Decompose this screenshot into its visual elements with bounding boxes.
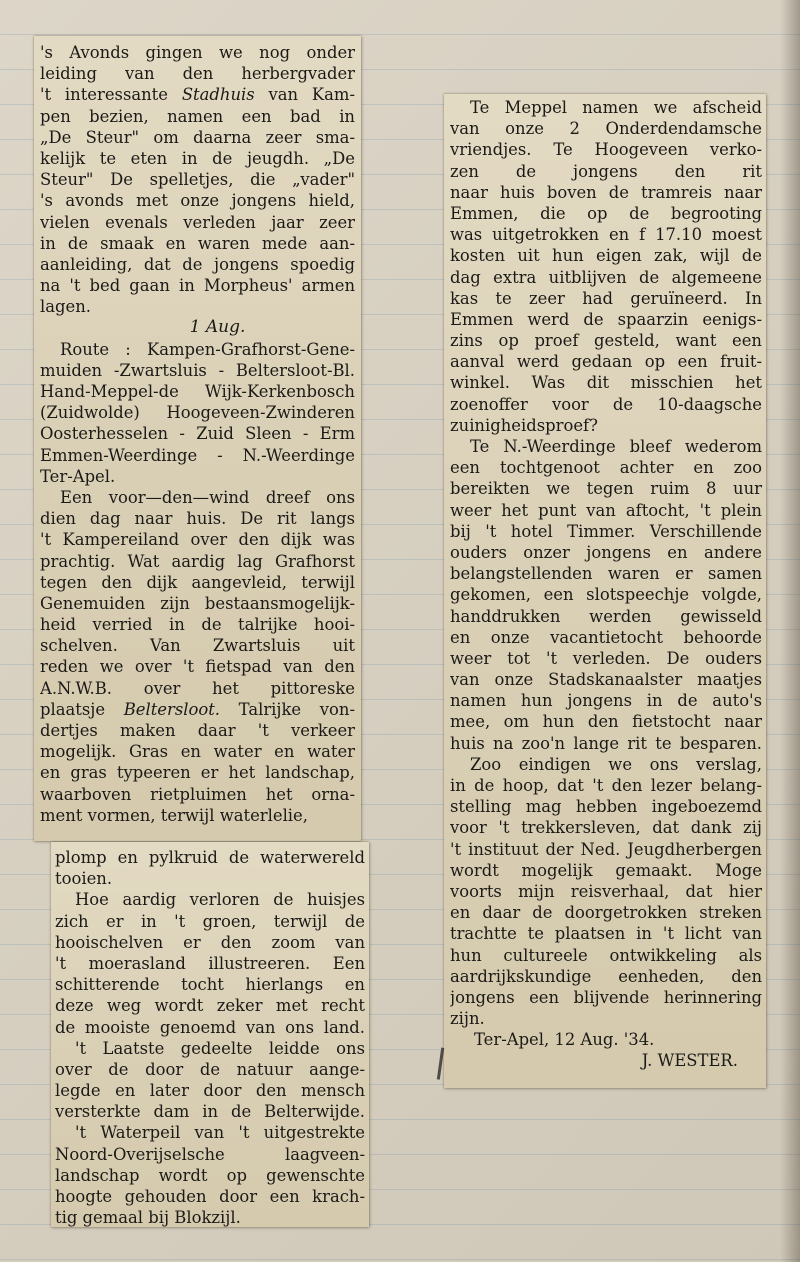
text-line: (Zuidwolde) Hoogeveen-Zwinderen bbox=[40, 403, 355, 423]
text-line: bij 't hotel Timmer. Verschillende bbox=[450, 521, 762, 541]
text-line: belangstellenden waren er samen bbox=[450, 564, 762, 584]
text-line: kas te zeer had geruïneerd. In bbox=[450, 288, 762, 308]
clipping-column-3 bbox=[444, 94, 766, 1088]
text-line: Emmen-Weerdinge - N.-Weerdinge bbox=[40, 445, 355, 465]
text-line: weer het punt van aftocht, 't plein bbox=[450, 500, 762, 520]
text-line: 't Laatste gedeelte leidde ons bbox=[75, 1038, 365, 1058]
text-line: mogelijk. Gras en water en water bbox=[40, 742, 355, 762]
text-line: zijn. bbox=[450, 1009, 485, 1029]
text-line: Zoo eindigen we ons verslag, bbox=[470, 754, 762, 774]
text-line: bereikten we tegen ruim 8 uur bbox=[450, 479, 762, 499]
text-line: aanleiding, dat de jongens spoedig bbox=[40, 254, 355, 274]
text-line: namen hun jongens in de auto's bbox=[450, 691, 762, 711]
text-line: Oosterhesselen - Zuid Sleen - Erm bbox=[40, 424, 355, 444]
text-line: vriendjes. Te Hoogeveen verko- bbox=[450, 140, 762, 160]
text-line: heid verried in de talrijke hooi- bbox=[40, 615, 355, 635]
text-line: 't moerasland illustreeren. Een bbox=[55, 953, 365, 973]
route-paragraph bbox=[40, 339, 355, 487]
text-line: van onze 2 Onderdendamsche bbox=[450, 119, 762, 139]
wind-paragraph bbox=[40, 487, 355, 826]
text-line: Te N.-Weerdinge bleef wederom bbox=[470, 437, 762, 457]
text-line: Te Meppel namen we afscheid bbox=[470, 98, 762, 117]
place-date-line: Ter-Apel, 12 Aug. '34. bbox=[474, 1030, 655, 1050]
text-line: over de door de natuur aange- bbox=[55, 1059, 365, 1079]
text-line: tooien. bbox=[55, 869, 113, 889]
text-line: in de smaak en waren mede aan- bbox=[40, 233, 355, 253]
text-line: reden we over 't fietspad van den bbox=[40, 657, 355, 677]
text-line: handdrukken werden gewisseld bbox=[450, 606, 762, 626]
text-line: 't instituut der Ned. Jeugdherbergen bbox=[450, 839, 762, 859]
text-line: hooischelven er den zoom van bbox=[55, 932, 365, 952]
text-line: dertjes maken daar 't verkeer bbox=[40, 721, 355, 741]
date-heading: 1 Aug. bbox=[189, 317, 246, 338]
text-line: en gras typeeren er het landschap, bbox=[40, 763, 355, 783]
text-line: huis na zoo'n lange rit te besparen. bbox=[450, 733, 762, 753]
text-line: hun cultureele ontwikkeling als bbox=[450, 945, 762, 965]
text-line: 't Kampereiland over den dijk was bbox=[40, 530, 355, 550]
author-signature: J. WESTER. bbox=[641, 1051, 738, 1071]
text-line: zuinigheidsproef? bbox=[450, 415, 598, 435]
column-3-text bbox=[450, 97, 762, 1029]
text-line: aardrijkskundige eenheden, den bbox=[450, 966, 762, 986]
text-line: gekomen, een slotspeechje volgde, bbox=[450, 585, 762, 605]
text-line: en onze vacantietocht behoorde bbox=[450, 627, 762, 647]
text-line: aanval werd gedaan op een fruit- bbox=[450, 352, 762, 372]
text-line: prachtig. Wat aardig lag Grafhorst bbox=[40, 551, 355, 571]
column-1-paragraph-evening bbox=[40, 42, 355, 317]
text-line: hoogte gehouden door een krach- bbox=[55, 1187, 365, 1207]
text-line: en daar de doorgetrokken streken bbox=[450, 903, 762, 923]
text-line: de mooiste genoemd van ons land. bbox=[55, 1017, 365, 1037]
text-line: pen bezien, namen een bad in bbox=[40, 106, 355, 126]
text-line: Hand-Meppel-de Wijk-Kerkenbosch bbox=[40, 382, 355, 402]
text-line: wordt mogelijk gemaakt. Moge bbox=[450, 860, 762, 880]
text-line: vielen evenals verleden jaar zeer bbox=[40, 212, 355, 232]
text-line: tig gemaal bij Blokzijl. bbox=[55, 1208, 241, 1227]
text-line: Noord-Overijselsche laagveen- bbox=[55, 1144, 365, 1164]
text-line: weer tot 't verleden. De ouders bbox=[450, 648, 762, 668]
text-line: muiden -Zwartsluis - Beltersloot-Bl. bbox=[40, 360, 355, 380]
text-line: in de hoop, dat 't den lezer belang- bbox=[450, 776, 762, 796]
text-line: 't interessante Stadhuis van Kam- bbox=[40, 85, 355, 105]
text-line: schitterende tocht hierlangs en bbox=[55, 975, 365, 995]
text-line: Emmen, die op de begrooting bbox=[450, 203, 762, 223]
text-line: jongens een blijvende herinnering bbox=[450, 987, 762, 1007]
text-line: Hoe aardig verloren de huisjes bbox=[75, 890, 365, 910]
text-line: trachtte te plaatsen in 't licht van bbox=[450, 924, 762, 944]
text-line: winkel. Was dit misschien het bbox=[450, 373, 762, 393]
text-line: voor 't trekkersleven, dat dank zij bbox=[450, 818, 762, 838]
text-line: Genemuiden zijn bestaansmogelijk- bbox=[40, 593, 355, 613]
text-line: leiding van den herbergvader bbox=[40, 64, 355, 84]
text-line: legde en later door den mensch bbox=[55, 1081, 365, 1101]
text-line: zich er in 't groen, terwijl de bbox=[55, 911, 365, 931]
text-line: van onze Stadskanaalster maatjes bbox=[450, 670, 762, 690]
text-line: ment vormen, terwijl waterlelie, bbox=[40, 805, 308, 825]
text-line: plomp en pylkruid de waterwereld bbox=[55, 848, 365, 867]
text-line: Steur" De spelletjes, die „vader" bbox=[40, 170, 355, 190]
text-line: 't Waterpeil van 't uitgestrekte bbox=[75, 1123, 365, 1143]
text-line: Emmen werd de spaarzin eenigs- bbox=[450, 309, 762, 329]
text-line: mee, om hun den fietstocht naar bbox=[450, 712, 762, 732]
text-line: „De Steur" om daarna zeer sma- bbox=[40, 127, 355, 147]
text-line: Route : Kampen-Grafhorst-Gene- bbox=[60, 339, 355, 359]
text-line: ouders onzer jongens en andere bbox=[450, 542, 762, 562]
text-line: dag extra uitblijven de algemeene bbox=[450, 267, 762, 287]
clipping-column-2 bbox=[51, 842, 369, 1227]
text-line: kosten uit hun eigen zak, wijl de bbox=[450, 246, 762, 266]
text-line: stelling mag hebben ingeboezemd bbox=[450, 797, 762, 817]
text-line: zen de jongens den rit bbox=[450, 161, 762, 181]
clipping-column-1 bbox=[34, 36, 361, 841]
text-line: Een voor—den—wind dreef ons bbox=[60, 487, 355, 507]
text-line: tegen den dijk aangevleid, terwijl bbox=[40, 572, 355, 592]
text-line: landschap wordt op gewenschte bbox=[55, 1165, 365, 1185]
text-line: was uitgetrokken en f 17.10 moest bbox=[450, 225, 762, 245]
text-line: A.N.W.B. over het pittoreske bbox=[40, 678, 355, 698]
text-line: naar huis boven de tramreis naar bbox=[450, 182, 762, 202]
column-2-text bbox=[55, 847, 365, 1227]
text-line: na 't bed gaan in Morpheus' armen bbox=[40, 276, 355, 296]
text-line: versterkte dam in de Belterwijde. bbox=[55, 1102, 365, 1122]
text-line: voorts mijn reisverhaal, dat hier bbox=[450, 881, 762, 901]
text-line: zoenoffer voor de 10-daagsche bbox=[450, 394, 762, 414]
text-line: Ter-Apel. bbox=[40, 466, 116, 486]
text-line: plaatsje Beltersloot. Talrijke von- bbox=[40, 699, 355, 719]
text-line: zins op proef gesteld, want een bbox=[450, 331, 762, 351]
text-line: schelven. Van Zwartsluis uit bbox=[40, 636, 355, 656]
text-line: deze weg wordt zeker met recht bbox=[55, 996, 365, 1016]
text-line: een tochtgenoot achter en zoo bbox=[450, 458, 762, 478]
text-line: lagen. bbox=[40, 297, 91, 317]
text-line: kelijk te eten in de jeugdh. „De bbox=[40, 148, 355, 168]
text-line: 's avonds met onze jongens hield, bbox=[40, 191, 355, 211]
text-line: dien dag naar huis. De rit langs bbox=[40, 509, 355, 529]
text-line: waarboven rietpluimen het orna- bbox=[40, 784, 355, 804]
text-line: 's Avonds gingen we nog onder bbox=[40, 43, 355, 62]
